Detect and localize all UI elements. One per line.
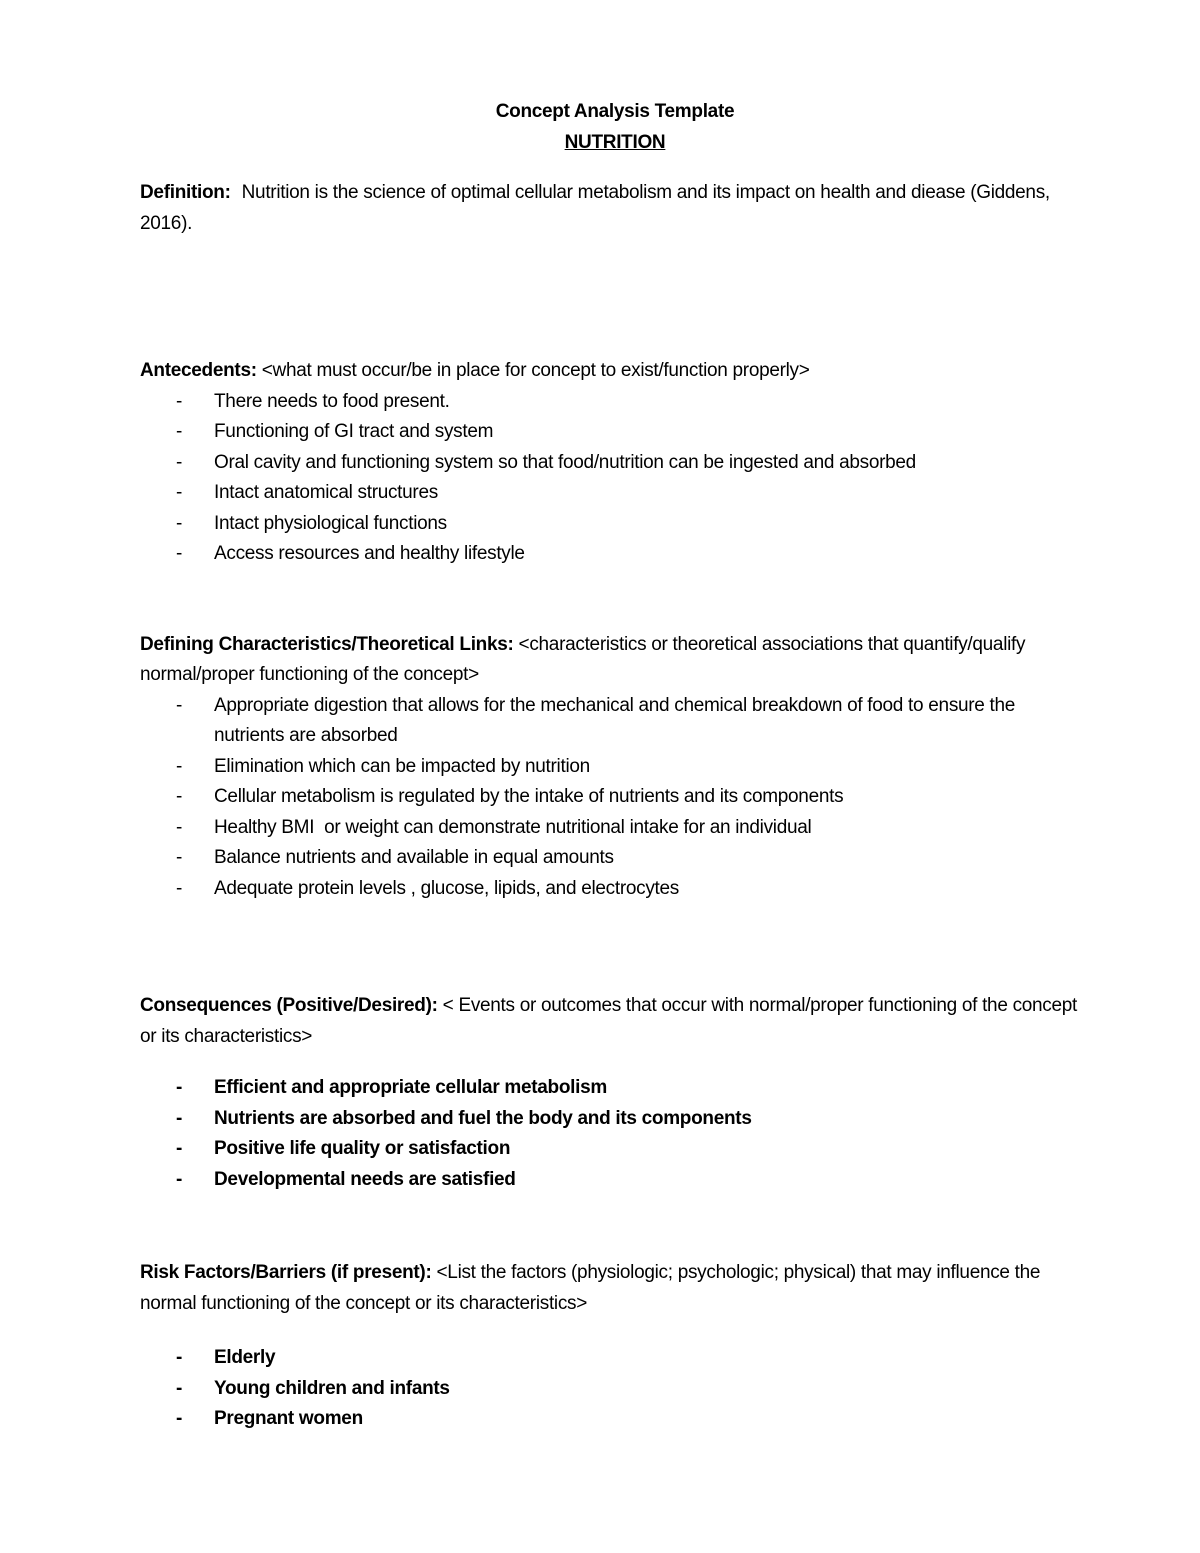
bullet-text: There needs to food present. <box>214 390 450 412</box>
consequences-prompt: < Events or outcomes that occur with normal/proper functioning of the concept or its characteristics> <box>140 995 1082 1047</box>
bullet-dash: - <box>176 1077 183 1098</box>
bullet-dash: - <box>176 847 183 868</box>
bullet-text: Efficient and appropriate cellular metabolism <box>214 1077 607 1098</box>
list-item <box>140 417 1090 448</box>
bullet-dash: - <box>176 482 183 503</box>
bullet-dash: - <box>176 543 183 564</box>
list-item <box>140 1404 1090 1435</box>
list-item <box>140 874 1090 905</box>
document-title: Concept Analysis Template <box>495 101 735 122</box>
antecedents-prompt: <what must occur/be in place for concept to exist/function properly> <box>261 360 810 381</box>
bullet-text: Pregnant women <box>214 1408 363 1429</box>
definition-text: Nutrition is the science of optimal cellular metabolism and its impact on health and diease (Giddens, 2016). <box>140 182 1055 234</box>
risk-factors-heading <box>140 1258 1090 1319</box>
bullet-dash: - <box>176 877 183 899</box>
list-item <box>140 782 1090 813</box>
defining-characteristics-heading <box>140 630 1090 691</box>
list-item <box>140 813 1090 844</box>
bullet-text: Nutrients are absorbed and fuel the body and its components <box>214 1107 752 1129</box>
bullet-dash: - <box>176 451 183 473</box>
antecedents-section <box>140 356 1090 570</box>
bullet-text: Developmental needs are satisfied <box>214 1168 516 1190</box>
bullet-text: Appropriate digestion that allows for the mechanical and chemical breakdown of food to ensure the nutrients are absorbed <box>214 694 1021 746</box>
antecedents-heading <box>140 356 1090 387</box>
antecedents-list <box>140 387 1090 570</box>
bullet-dash: - <box>176 786 183 807</box>
defining-characteristics-list <box>140 691 1090 905</box>
bullet-dash: - <box>176 694 183 716</box>
list-item <box>140 1165 1090 1196</box>
bullet-dash: - <box>176 755 183 777</box>
defining-characteristics-section <box>140 630 1090 905</box>
risk-factors-section <box>140 1258 1090 1435</box>
consequences-section <box>140 991 1090 1195</box>
bullet-text: Balance nutrients and available in equal amounts <box>214 847 614 868</box>
bullet-text: Positive life quality or satisfaction <box>214 1138 511 1159</box>
defining-characteristics-prompt: <characteristics or theoretical associations that quantify/qualify normal/proper functioning of the concept> <box>140 633 1031 685</box>
list-item <box>140 752 1090 783</box>
bullet-text: Young children and infants <box>214 1377 450 1399</box>
bullet-dash: - <box>176 390 183 412</box>
bullet-dash: - <box>176 1107 183 1129</box>
bullet-text: Oral cavity and functioning system so that food/nutrition can be ingested and absorbed <box>214 451 916 473</box>
bullet-dash: - <box>176 421 183 442</box>
bullet-text: Access resources and healthy lifestyle <box>214 543 525 564</box>
list-item <box>140 1134 1090 1165</box>
list-item <box>140 1343 1090 1374</box>
bullet-dash: - <box>176 1408 183 1429</box>
antecedents-label: Antecedents: <box>140 360 257 381</box>
list-item <box>140 387 1090 418</box>
list-item <box>140 1104 1090 1135</box>
list-item <box>140 1073 1090 1104</box>
bullet-text: Elimination which can be impacted by nutrition <box>214 755 590 777</box>
consequences-label: Consequences (Positive/Desired): <box>140 995 438 1016</box>
definition-paragraph <box>140 178 1090 239</box>
risk-factors-label: Risk Factors/Barriers (if present): <box>140 1262 432 1283</box>
consequences-heading <box>140 991 1090 1052</box>
defining-characteristics-label: Defining Characteristics/Theoretical Links: <box>140 633 514 655</box>
bullet-dash: - <box>176 1377 183 1399</box>
bullet-text: Elderly <box>214 1347 276 1368</box>
list-item <box>140 1374 1090 1405</box>
bullet-dash: - <box>176 1138 183 1159</box>
bullet-text: Healthy BMI or weight can demonstrate nutritional intake for an individual <box>214 816 812 838</box>
bullet-dash: - <box>176 816 183 838</box>
bullet-text: Intact physiological functions <box>214 512 447 534</box>
bullet-text: Cellular metabolism is regulated by the intake of nutrients and its components <box>214 786 844 807</box>
list-item <box>140 539 1090 570</box>
bullet-dash: - <box>176 1168 183 1190</box>
risk-factors-prompt: <List the factors (physiologic; psychologic; physical) that may influence the normal functioning of the concept or its characteristics> <box>140 1262 1046 1314</box>
bullet-dash: - <box>176 1347 183 1368</box>
list-item <box>140 691 1090 752</box>
bullet-text: Functioning of GI tract and system <box>214 421 494 442</box>
list-item <box>140 843 1090 874</box>
list-item <box>140 478 1090 509</box>
bullet-text: Intact anatomical structures <box>214 482 438 503</box>
list-item <box>140 448 1090 479</box>
list-item <box>140 509 1090 540</box>
consequences-list <box>140 1073 1090 1195</box>
document-subtitle: NUTRITION <box>564 131 666 153</box>
definition-label: Definition: <box>140 182 231 203</box>
bullet-dash: - <box>176 512 183 534</box>
bullet-text: Adequate protein levels , glucose, lipids, and electrocytes <box>214 877 679 899</box>
risk-factors-list <box>140 1343 1090 1435</box>
